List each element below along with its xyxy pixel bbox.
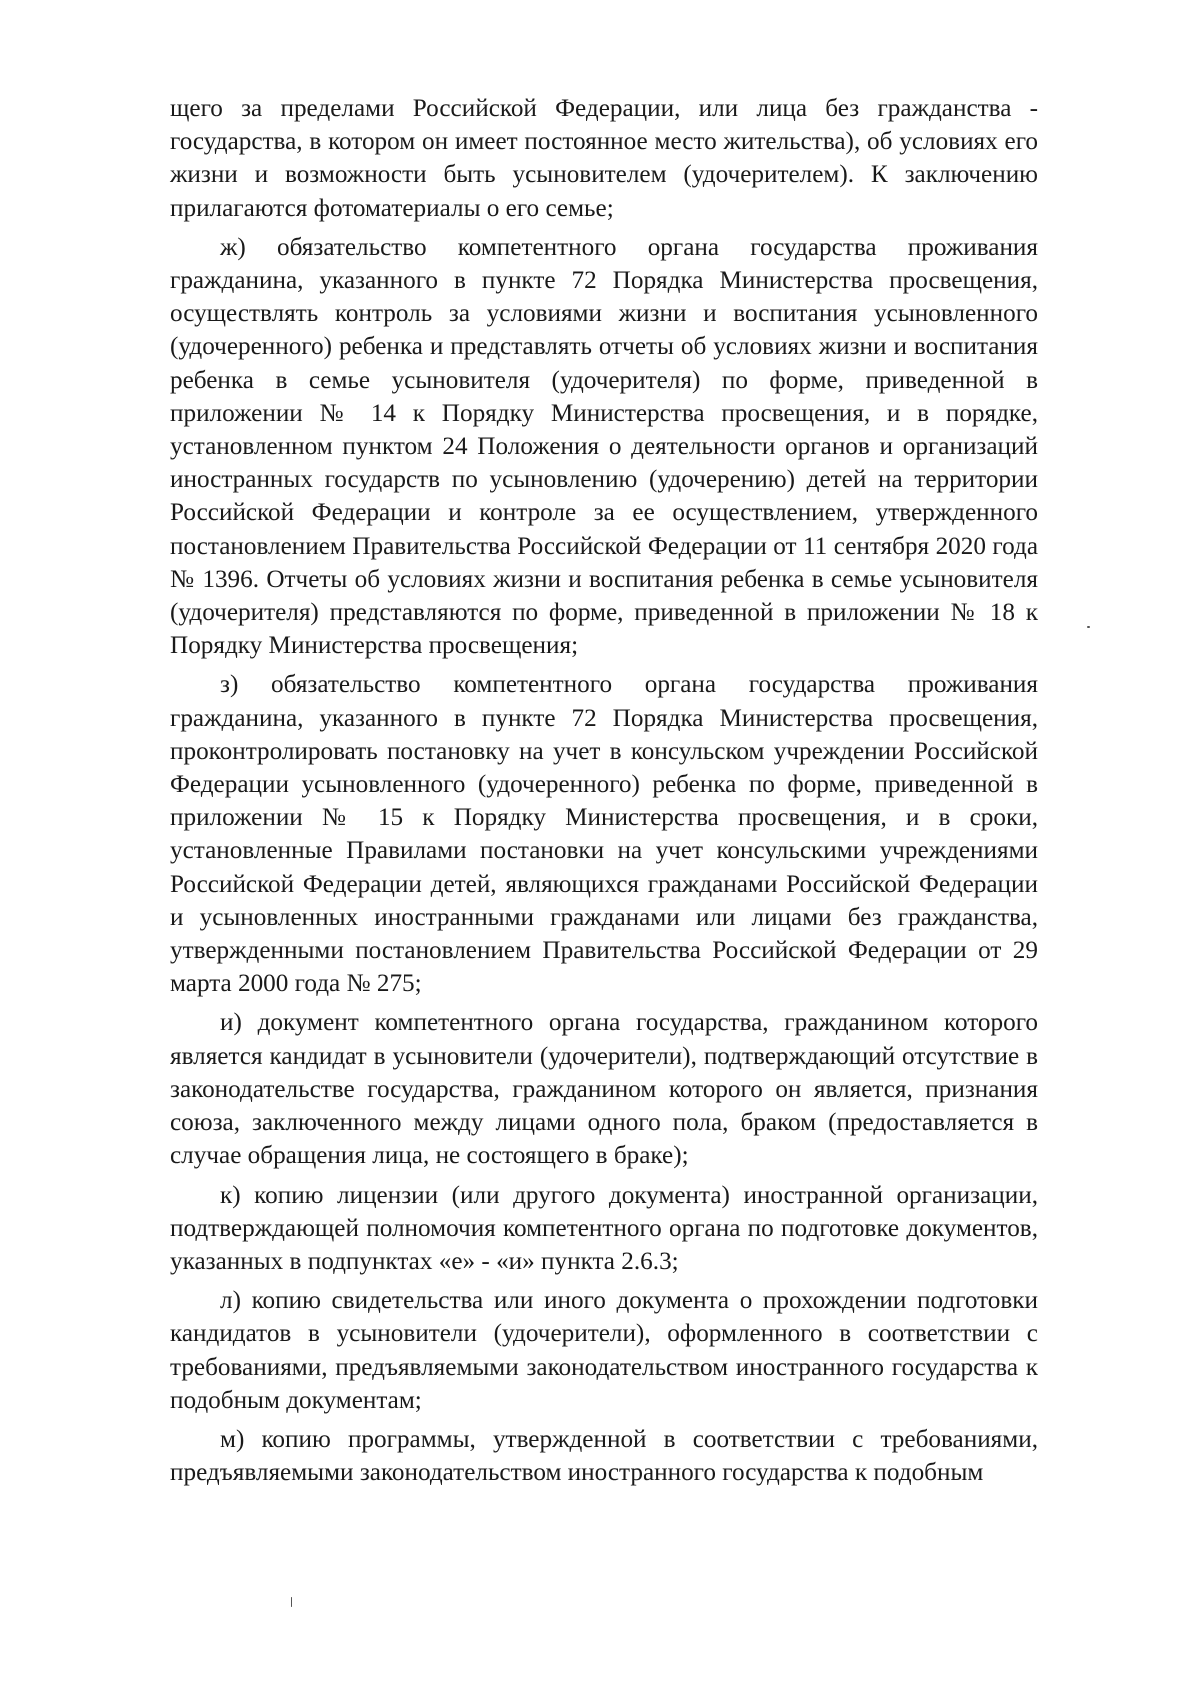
paragraph-item-z: з) обязательство компетентного органа государства проживания гражданина, указанного в пункте 72 Порядка Министерства просвещения, проконтролировать постановку на учет в консульском учреждении Российской Федерации усыновленного (удочеренного) ребенка по форме, приведенной в приложении № 15 к Порядку Министерства просвещения, и в сроки, установленные Правилами постановки на учет консульскими учреждениями Российской Федерации детей, являющихся гражданами Российской Федерации и усыновленных иностранными гражданами или лицами без гражданства, утвержденными постановлением Правительства Российской Федерации от 29 марта 2000 года № 275; — [170, 671, 1038, 998]
paragraph-continuation: щего за пределами Российской Федерации, или лица без гражданства - государства, в котором он имеет постоянное место жительства), об условиях его жизни и возможности быть усыновителем (удочерителем). К заключению прилагаются фотоматериалы о его семье; — [170, 95, 1038, 222]
paragraph-item-l: л) копию свидетельства или иного документа о прохождении подготовки кандидатов в усыновители (удочерители), оформленного в соответствии с требованиями, предъявляемыми законодательством иностранного государства к подобным документам; — [170, 1287, 1038, 1414]
document-page — [170, 92, 1038, 1495]
paragraph-item-zh: ж) обязательство компетентного органа государства проживания гражданина, указанного в пункте 72 Порядка Министерства просвещения, осуществлять контроль за условиями жизни и воспитания усыновленного (удочеренного) ребенка и представлять отчеты об условиях жизни и воспитания ребенка в семье усыновителя (удочерителя) по форме, приведенной в приложении № 14 к Порядку Министерства просвещения, и в порядке, установленном пунктом 24 Положения о деятельности органов и организаций иностранных государств по усыновлению (удочерению) детей на территории Российской Федерации и контроле за ее осуществлением, утвержденного постановлением Правительства Российской Федерации от 11 сентября 2020 года № 1396. Отчеты об условиях жизни и воспитания ребенка в семье усыновителя (удочерителя) представляются по форме, приведенной в приложении № 18 к Порядку Министерства просвещения; — [170, 233, 1038, 660]
paragraph-item-i: и) документ компетентного органа государства, гражданином которого является кандидат в усыновители (удочерители), подтверждающий отсутствие в законодательстве государства, гражданином которого он является, признания союза, заключенного между лицами одного пола, браком (предоставляется в случае обращения лица, не состоящего в браке); — [170, 1009, 1038, 1170]
scan-speck — [291, 1597, 292, 1607]
paragraph-item-m: м) копию программы, утвержденной в соответствии с требованиями, предъявляемыми законодательством иностранного государства к подобным — [170, 1425, 1038, 1487]
scan-speck — [1087, 626, 1090, 628]
paragraph-item-k: к) копию лицензии (или другого документа) иностранной организации, подтверждающей полномочия компетентного органа по подготовке документов, указанных в подпунктах «е» - «и» пункта 2.6.3; — [170, 1181, 1038, 1275]
